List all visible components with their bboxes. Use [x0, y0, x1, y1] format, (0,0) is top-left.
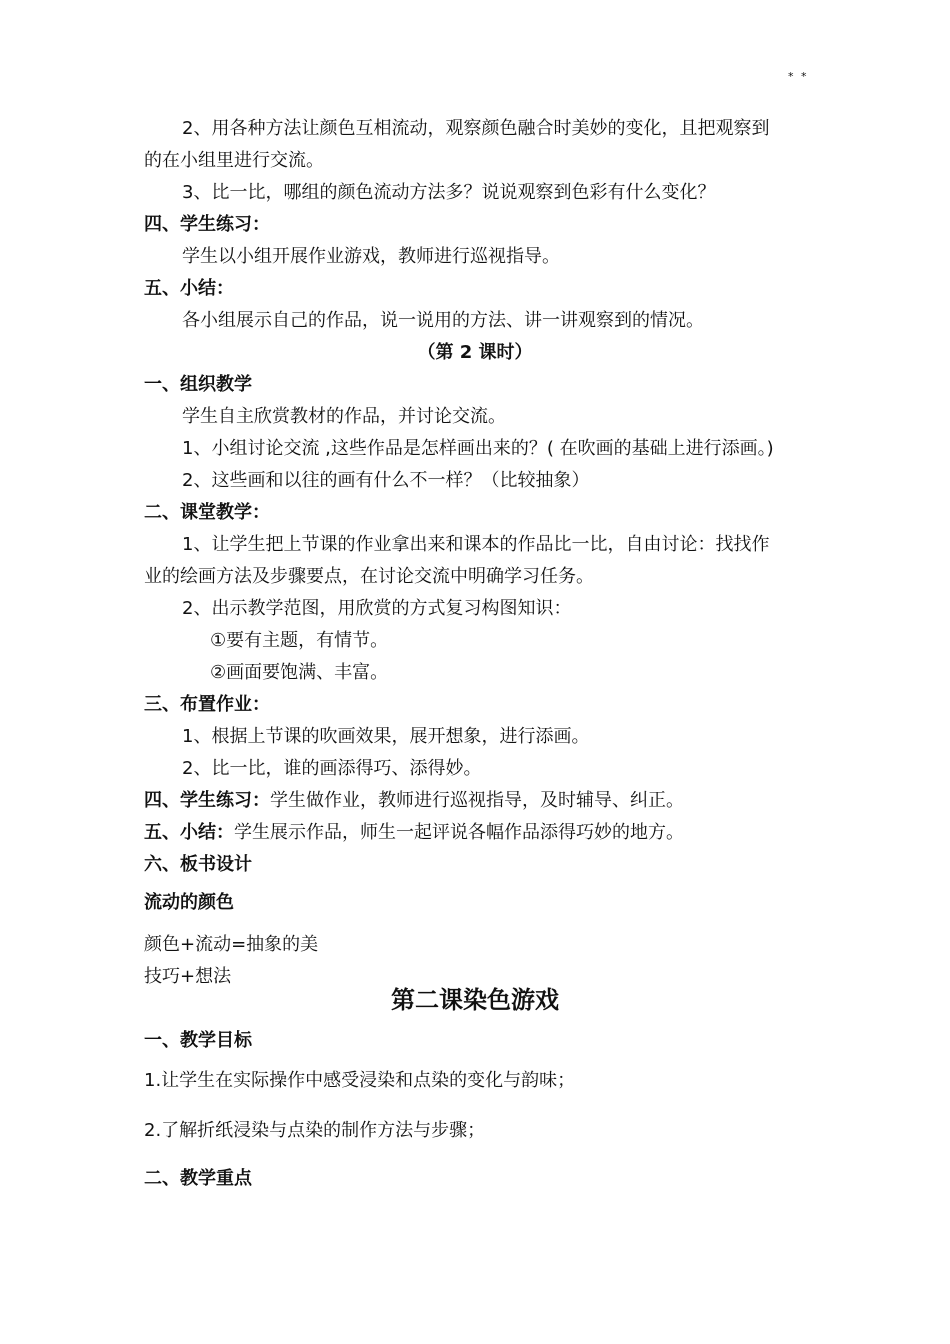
step-3: 3、比一比，哪组的颜色流动方法多？说说观察到色彩有什么变化？ — [182, 182, 716, 203]
board-line-1: 颜色+流动=抽象的美 — [144, 934, 319, 955]
classroom-item-1-line-2: 业的绘画方法及步骤要点，在讨论交流中明确学习任务。 — [144, 566, 594, 587]
section-heading-summary-2: 五、小结： — [144, 822, 234, 843]
page-corner-mark: * * — [788, 70, 809, 83]
board-title: 流动的颜色 — [144, 892, 234, 913]
section-heading-organize: 一、组织教学 — [144, 374, 252, 395]
section-heading-practice-2: 四、学生练习： — [144, 790, 270, 811]
goal-item-1: 1.让学生在实际操作中感受浸染和点染的变化与韵味； — [144, 1070, 576, 1091]
section-heading-board: 六、板书设计 — [144, 854, 252, 875]
practice-row — [144, 788, 684, 814]
summary-row — [144, 820, 684, 846]
section-heading-key-points: 二、教学重点 — [144, 1168, 252, 1189]
goal-item-2: 2.了解折纸浸染与点染的制作方法与步骤； — [144, 1120, 486, 1141]
board-line-2: 技巧+想法 — [144, 966, 232, 987]
step-2-line-1: 2、用各种方法让颜色互相流动，观察颜色融合时美妙的变化，且把观察到 — [182, 118, 770, 139]
section-heading-practice: 四、学生练习： — [144, 214, 270, 235]
practice-text: 学生以小组开展作业游戏，教师进行巡视指导。 — [182, 246, 560, 267]
section-heading-homework: 三、布置作业： — [144, 694, 270, 715]
lesson-title: 第二课染色游戏 — [391, 986, 559, 1014]
homework-item-1: 1、根据上节课的吹画效果，展开想象，进行添画。 — [182, 726, 590, 747]
lesson-2-title: （第 2 课时） — [417, 342, 533, 363]
classroom-subitem-2: ②画面要饱满、丰富。 — [210, 662, 389, 683]
classroom-item-1-line-1: 1、让学生把上节课的作业拿出来和课本的作品比一比，自由讨论：找找作 — [182, 534, 770, 555]
section-heading-goals: 一、教学目标 — [144, 1030, 252, 1051]
organize-item-1: 1、小组讨论交流 ,这些作品是怎样画出来的？( 在吹画的基础上进行添画。) — [182, 438, 774, 459]
organize-item-2: 2、这些画和以往的画有什么不一样？（比较抽象） — [182, 470, 590, 491]
organize-text: 学生自主欣赏教材的作品，并讨论交流。 — [182, 406, 506, 427]
homework-item-2: 2、比一比，谁的画添得巧、添得妙。 — [182, 758, 482, 779]
classroom-subitem-1: ①要有主题，有情节。 — [210, 630, 389, 651]
classroom-item-2: 2、出示教学范图，用欣赏的方式复习构图知识： — [182, 598, 572, 619]
summary-text: 各小组展示自己的作品，说一说用的方法、讲一讲观察到的情况。 — [182, 310, 704, 331]
summary-text-2: 学生展示作品，师生一起评说各幅作品添得巧妙的地方。 — [234, 822, 684, 843]
section-heading-summary: 五、小结： — [144, 278, 234, 299]
step-2-line-2: 的在小组里进行交流。 — [144, 150, 324, 171]
practice-text-2: 学生做作业，教师进行巡视指导，及时辅导、纠正。 — [270, 790, 684, 811]
section-heading-classroom: 二、课堂教学： — [144, 502, 270, 523]
